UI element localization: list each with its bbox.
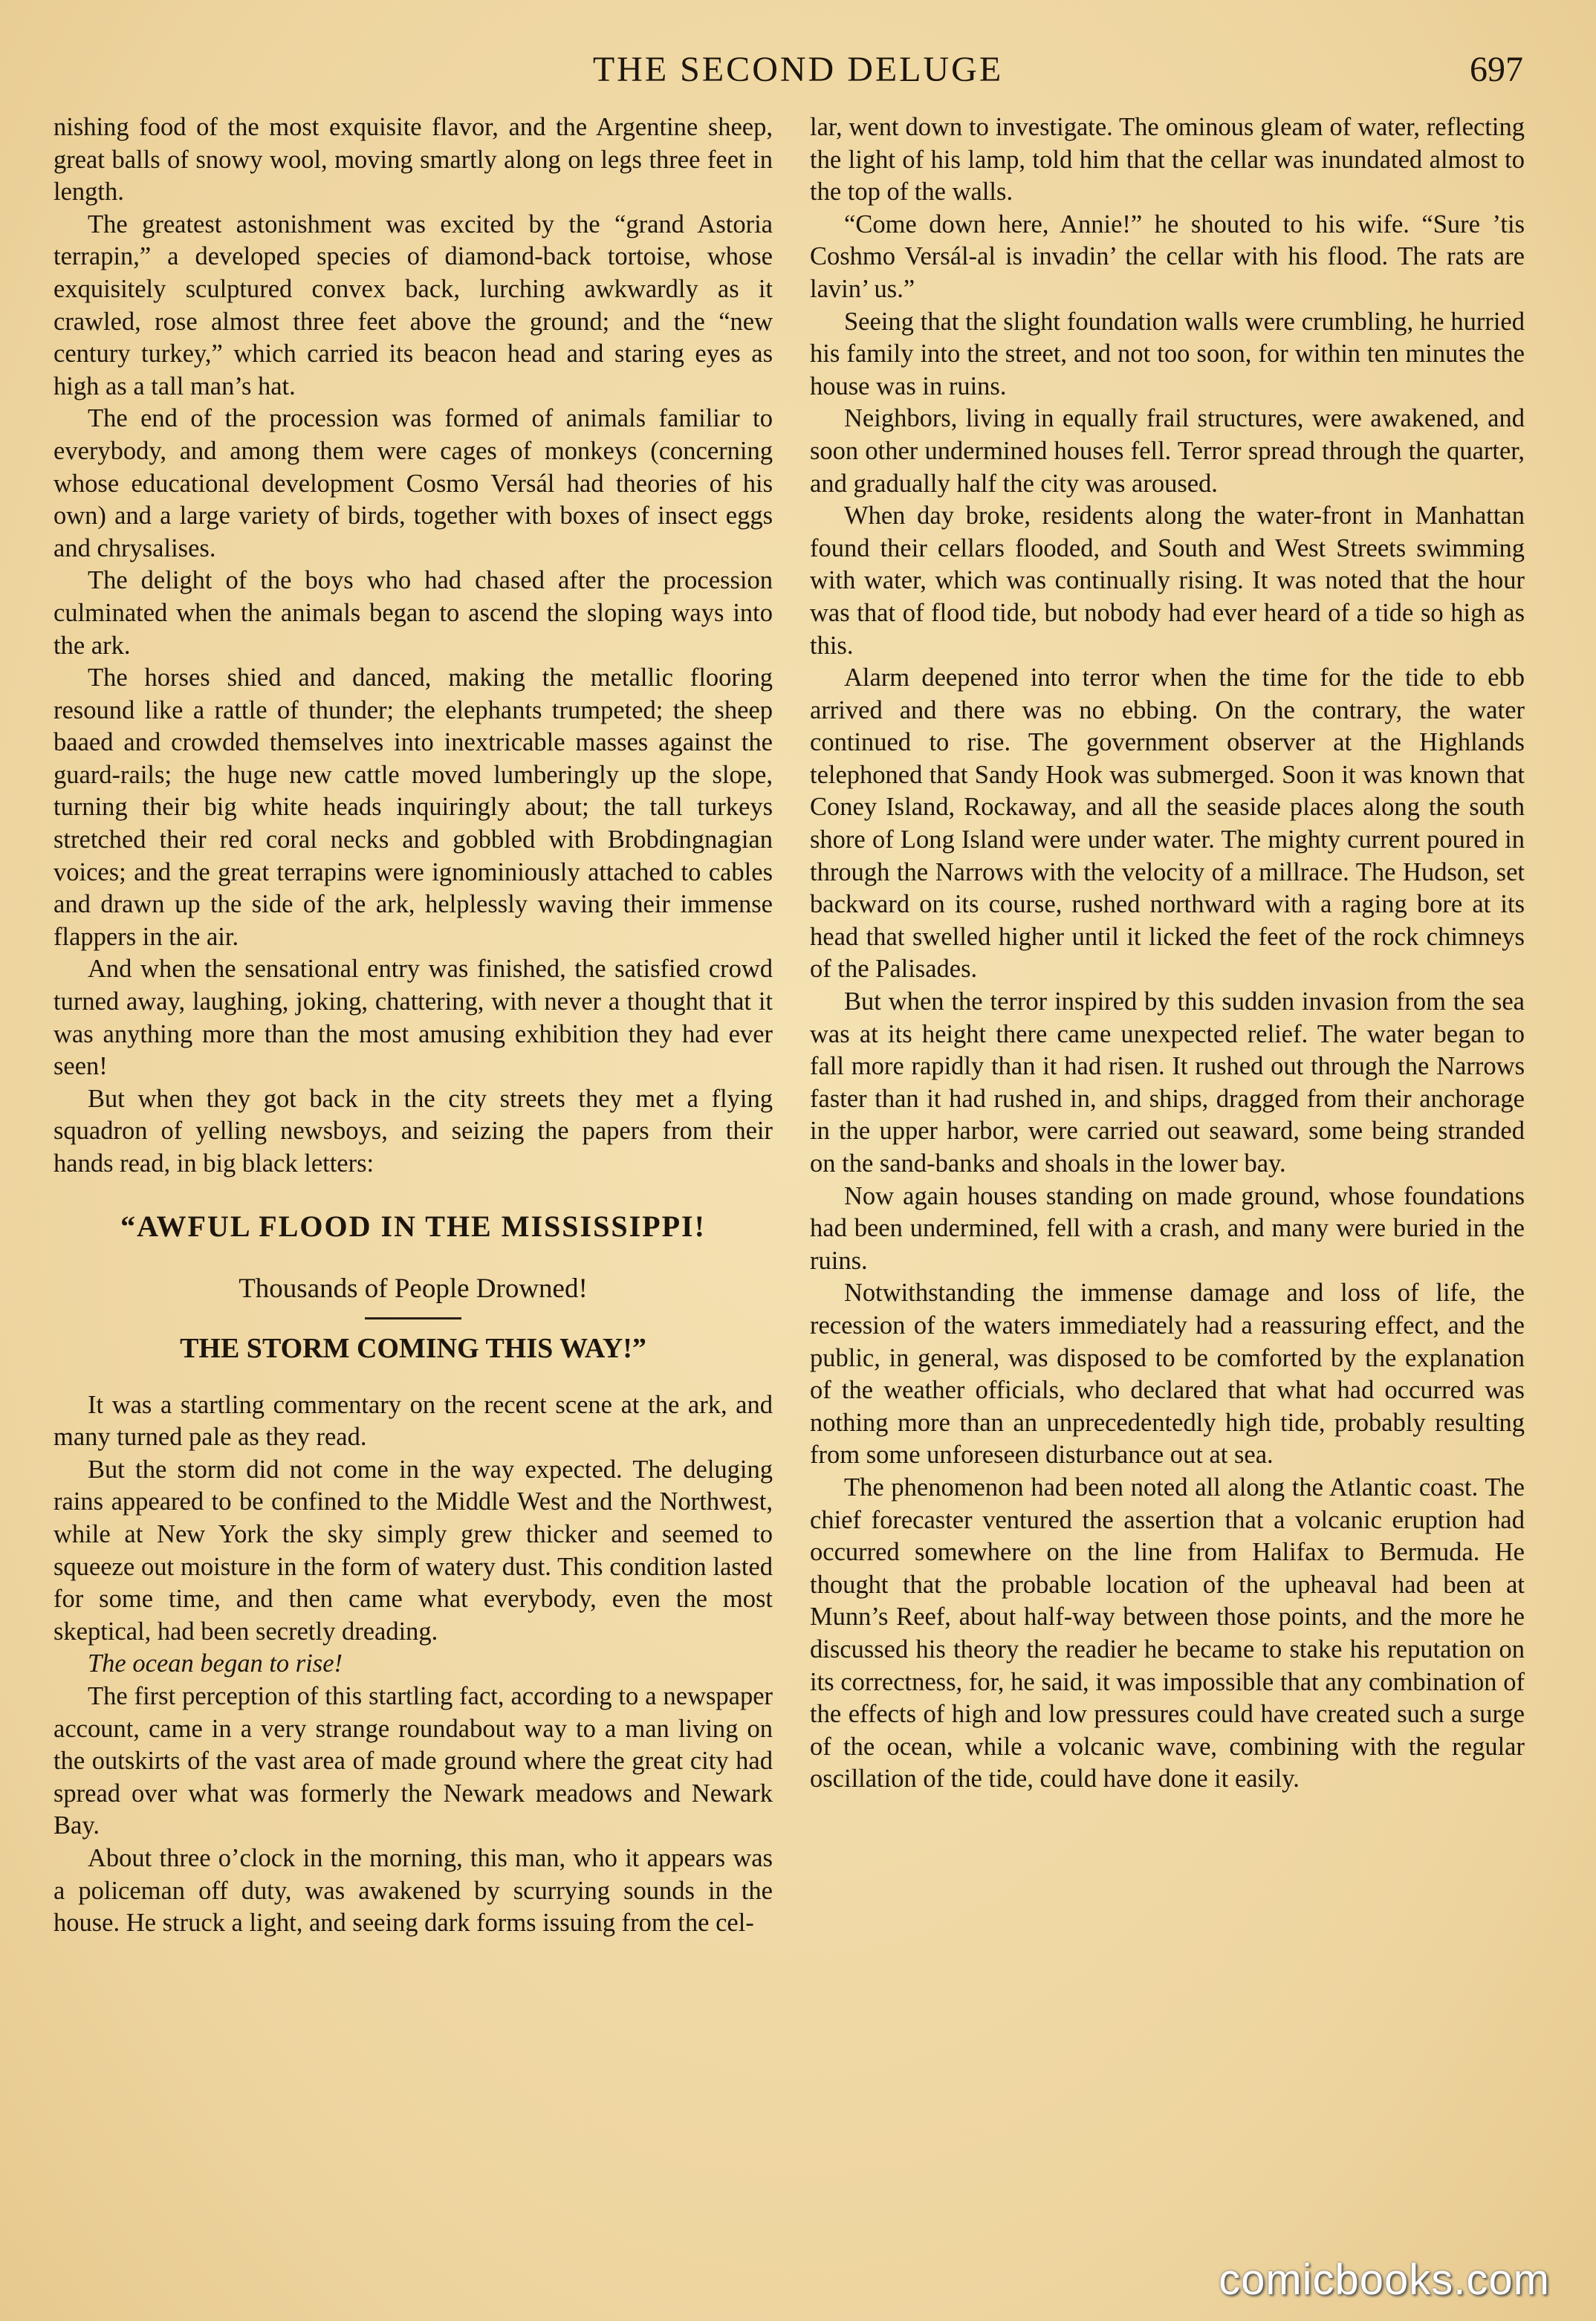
running-head (0, 49, 1596, 101)
paragraph: nishing food of the most exquisite flavor, and the Argentine sheep, great balls of snowy wool, moving smartly along on legs three feet in length. (53, 113, 773, 207)
left-column (53, 111, 773, 1940)
paragraph: Neighbors, living in equally frail structures, were awakened, and soon other undermined houses fell. Terror spread through the quarter, and gradually half the city was aroused. (810, 404, 1525, 498)
watermark: comicbooks.com (1219, 2256, 1550, 2304)
paragraph: “Come down here, Annie!” he shouted to his wife. “Sure ’tis Coshmo Versál-al is invadin’ the cellar with his flood. The rats are lavin’ us.” (810, 210, 1525, 303)
paragraph: The phenomenon had been noted all along the Atlantic coast. The chief forecaster ventured the assertion that a volcanic eruption had occurred somewhere on the line from Halifax to Bermuda. He thought that the probable location of the upheaval had been at Munn’s Reef, about half-way between those points, and the more he discussed his theory the readier he became to stake his reputation on its correctness, for, he said, it was impossible that any combination of the effects of high and low pressures could have created such a surge of the ocean, while a volcanic wave, combining with the regular oscillation of the tide, could have done it easily. (810, 1473, 1525, 1794)
paragraph: About three o’clock in the morning, this man, who it appears was a policeman off duty, was awakened by scurrying sounds in the house. He struck a light, and seeing dark forms issuing from the cel- (53, 1843, 773, 1938)
paragraph: Alarm deepened into terror when the time for the tide to ebb arrived and there was no ebbing. On the contrary, the water continued to rise. The government observer at the Highlands telephoned that Sandy Hook was submerged. Soon it was known that Coney Island, Rockaway, and all the seaside places along the south shore of Long Island were under water. The mighty current poured in through the Narrows with the velocity of a millrace. The Hudson, set backward on its course, rushed northward with a raging bore at its head that swelled higher until it licked the feet of the rock chimneys of the Palisades. (810, 663, 1525, 984)
page-title: THE SECOND DELUGE (592, 50, 1004, 89)
paragraph: The horses shied and danced, making the metallic flooring resound like a rattle of thunder; the elephants trumpeted; the sheep baaed and crowded themselves into inextricable masses against the guard-rails; the huge new cattle moved lumberingly up the slope, turning their big white heads inquiringly about; the tall turkeys stretched their red coral necks and gobbled with Brobdingnagian voices; and the great terrapins were ignominiously attached to cables and drawn up the side of the ark, helplessly waving their immense flappers in the air. (53, 663, 773, 951)
paragraph: The greatest astonishment was excited by the “grand Astoria terrapin,” a developed species of diamond-back tortoise, whose exquisitely sculptured convex back, lurching awkwardly as it crawled, rose almost three feet above the ground; and the “new century turkey,” which carried its beacon head and staring eyes as high as a tall man’s hat. (53, 210, 773, 400)
headline-bottom: THE STORM COMING THIS WAY!” (180, 1332, 646, 1364)
paragraph: But when the terror inspired by this sudden invasion from the sea was at its height there came unexpected relief. The water began to fall more rapidly than it had risen. It rushed out through the Narrows faster than it had rushed in, and ships, dragged from their anchorage in the upper harbor, were carried out seaward, some being stranded on the sand-banks and shoals in the lower bay. (810, 987, 1525, 1178)
headline-sub: Thousands of People Drowned! (239, 1273, 588, 1304)
paragraph: Seeing that the slight foundation walls were crumbling, he hurried his family into the street, and not too soon, for within ten minutes the house was in ruins. (810, 307, 1525, 400)
paragraph: It was a startling commentary on the recent scene at the ark, and many turned pale as they read. (53, 1390, 773, 1452)
paragraph: But when they got back in the city streets they met a flying squadron of yelling newsboys, and seizing the papers from their hands read, in big black letters: (53, 1084, 773, 1178)
right-column (810, 111, 1525, 1796)
paragraph: The end of the procession was formed of animals familiar to everybody, and among them were cages of monkeys (concerning whose educational development Cosmo Versál had theories of his own) and a large variety of birds, together with boxes of insect eggs and chrysalises. (53, 404, 773, 562)
paragraph: The delight of the boys who had chased after the procession culminated when the animals began to ascend the sloping ways into the ark. (53, 566, 773, 660)
paragraph: But the storm did not come in the way expected. The deluging rains appeared to be confined to the Middle West and the Northwest, while at New York the sky simply grew thicker and seemed to squeeze out moisture in the form of watery dust. This condition lasted for some time, and then came what everybody, even the most skeptical, had been secretly dreading. (53, 1455, 773, 1646)
headline-main: “AWFUL FLOOD IN THE MISSISSIPPI! (120, 1209, 706, 1243)
headline-rule (365, 1317, 461, 1319)
page-number: 697 (1470, 50, 1523, 89)
paragraph: Notwithstanding the immense damage and loss of life, the recession of the waters immediately had a reassuring effect, and the public, in general, was disposed to be comforted by the explanation of the weather officials, who declared that what had occurred was nothing more than an unprecedentedly high tide, probably resulting from some unforeseen disturbance out at sea. (810, 1279, 1525, 1470)
paragraph: The first perception of this startling fact, according to a newspaper account, came in a very strange roundabout way to a man living on the outskirts of the vast area of made ground where the great city had spread over what was formerly the Newark meadows and Newark Bay. (53, 1681, 773, 1840)
italic-paragraph: The ocean began to rise! (88, 1649, 343, 1678)
newspaper-headline (53, 1207, 773, 1367)
paragraph: And when the sensational entry was finished, the satisfied crowd turned away, laughing, joking, chattering, with never a thought that it was anything more than the most amusing exhibition they had ever seen! (53, 955, 773, 1081)
paragraph: When day broke, residents along the water-front in Manhattan found their cellars flooded, and South and West Streets swimming with water, which was continually rising. It was noted that the hour was that of flood tide, but nobody had ever heard of a tide so high as this. (810, 501, 1525, 660)
paragraph: lar, went down to investigate. The ominous gleam of water, reflecting the light of his lamp, told him that the cellar was inundated almost to the top of the walls. (810, 113, 1525, 207)
paragraph: Now again houses standing on made ground, whose foundations had been undermined, fell with a crash, and many were buried in the ruins. (810, 1181, 1525, 1275)
